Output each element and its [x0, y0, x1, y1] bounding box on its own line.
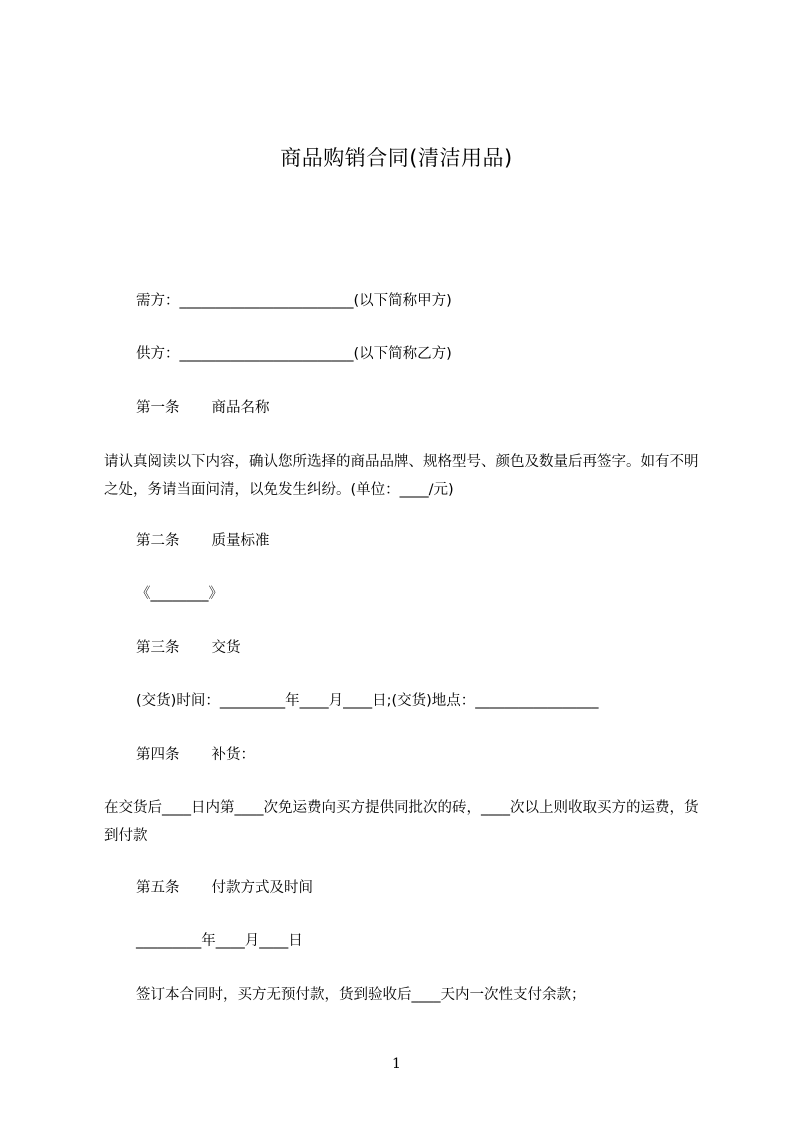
article-1-heading [136, 398, 270, 418]
document-title: 商品购销合同(清洁用品) [280, 146, 513, 170]
article-5-heading [136, 878, 313, 898]
article-2-text: 《________》 [136, 586, 223, 602]
article-1-title: 商品名称 [211, 400, 270, 416]
article-4-number: 第四条 [136, 747, 180, 763]
article-1-text: 请认真阅读以下内容，确认您所选择的商品品牌、规格型号、颜色及数量后再签字。如有不明之处，务请当面问清，以免发生纠纷。(单位：____/元) [104, 454, 699, 498]
seller-line: 供方：________________________(以下简称乙方) [136, 346, 452, 362]
article-1-number: 第一条 [136, 400, 180, 416]
page-number: 1 [392, 1056, 401, 1072]
article-5-date: _________年____月____日 [136, 933, 303, 949]
article-3-title: 交货 [211, 640, 241, 656]
article-4-title: 补货： [211, 747, 255, 763]
article-2-title: 质量标准 [211, 533, 270, 549]
article-5-number: 第五条 [136, 880, 180, 896]
article-5-text: 签订本合同时，买方无预付款，货到验收后____天内一次性支付余款； [136, 987, 586, 1003]
article-3-heading [136, 638, 241, 658]
article-2-number: 第二条 [136, 533, 180, 549]
article-3-number: 第三条 [136, 640, 180, 656]
article-3-text: (交货)时间：_________年____月____日;(交货)地点：_________________ [136, 693, 599, 709]
article-4-heading [136, 745, 255, 765]
article-4-text: 在交货后____日内第____次免运费向买方提供同批次的砖，____次以上则收取买方的运费，货到付款 [104, 800, 699, 844]
article-2-heading [136, 531, 270, 551]
article-5-title: 付款方式及时间 [211, 880, 313, 896]
buyer-line: 需方：________________________(以下简称甲方) [136, 293, 452, 309]
